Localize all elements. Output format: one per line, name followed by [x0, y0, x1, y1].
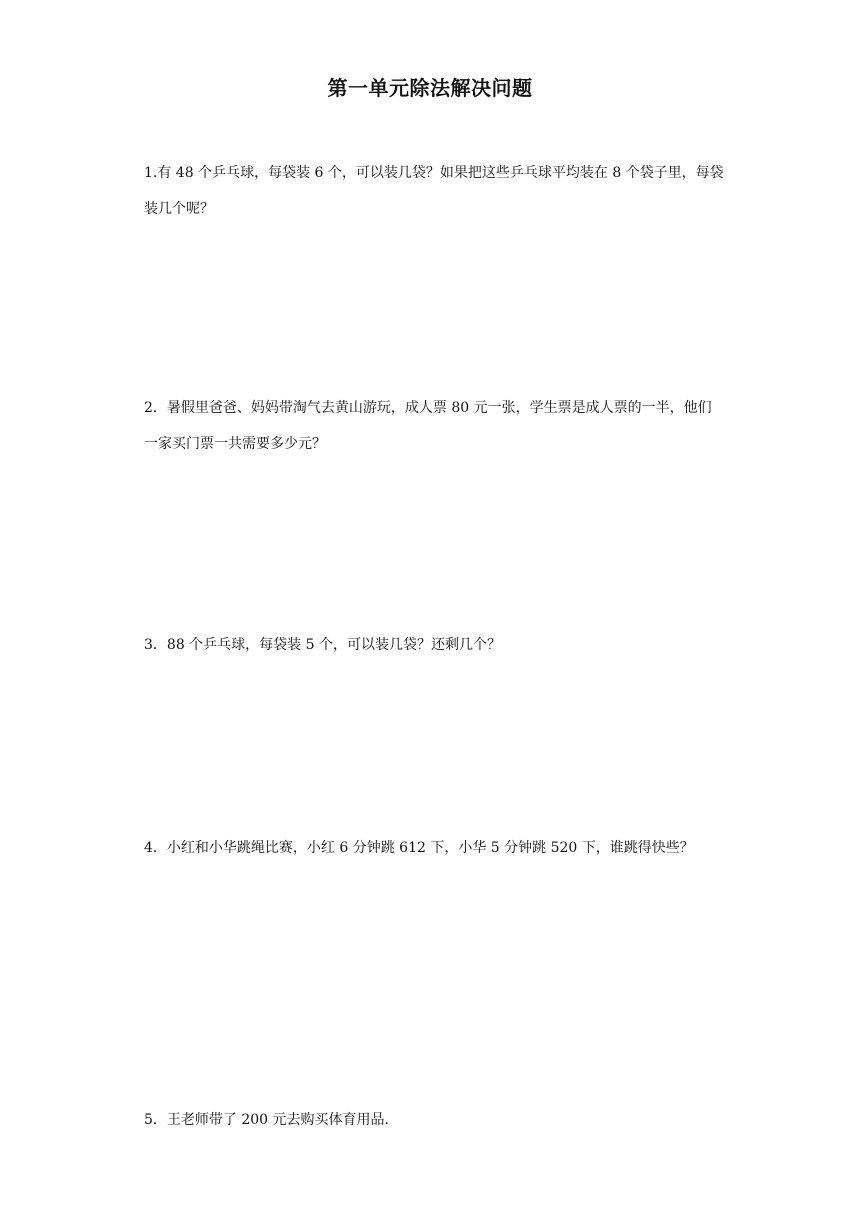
question-text: 有 48 个乒乓球，每袋装 6 个，可以装几袋？如果把这些乒乓球平均装在 8 个袋子里，每袋装几个呢？	[144, 165, 724, 217]
question-text: 暑假里爸爸、妈妈带淘气去黄山游玩，成人票 80 元一张，学生票是成人票的一半，他们一家买门票一共需要多少元？	[144, 400, 712, 452]
question-4	[144, 830, 724, 866]
question-text: 88 个乒乓球，每袋装 5 个，可以装几袋？还剩几个？	[166, 637, 501, 653]
question-1	[144, 155, 724, 227]
question-number: 1.	[144, 165, 158, 181]
question-number: 2．	[144, 400, 167, 416]
question-number: 3．	[144, 637, 167, 653]
question-5	[144, 1102, 724, 1138]
question-number: 5．	[144, 1112, 167, 1128]
question-text: 王老师带了 200 元去购买体育用品．	[166, 1112, 399, 1128]
question-2	[144, 390, 724, 462]
question-3	[144, 627, 724, 663]
question-text: 小红和小华跳绳比赛，小红 6 分钟跳 612 下，小华 5 分钟跳 520 下，谁跳得快些？	[166, 840, 694, 856]
question-number: 4．	[144, 840, 167, 856]
page-title: 第一单元除法解决问题	[327, 76, 533, 100]
